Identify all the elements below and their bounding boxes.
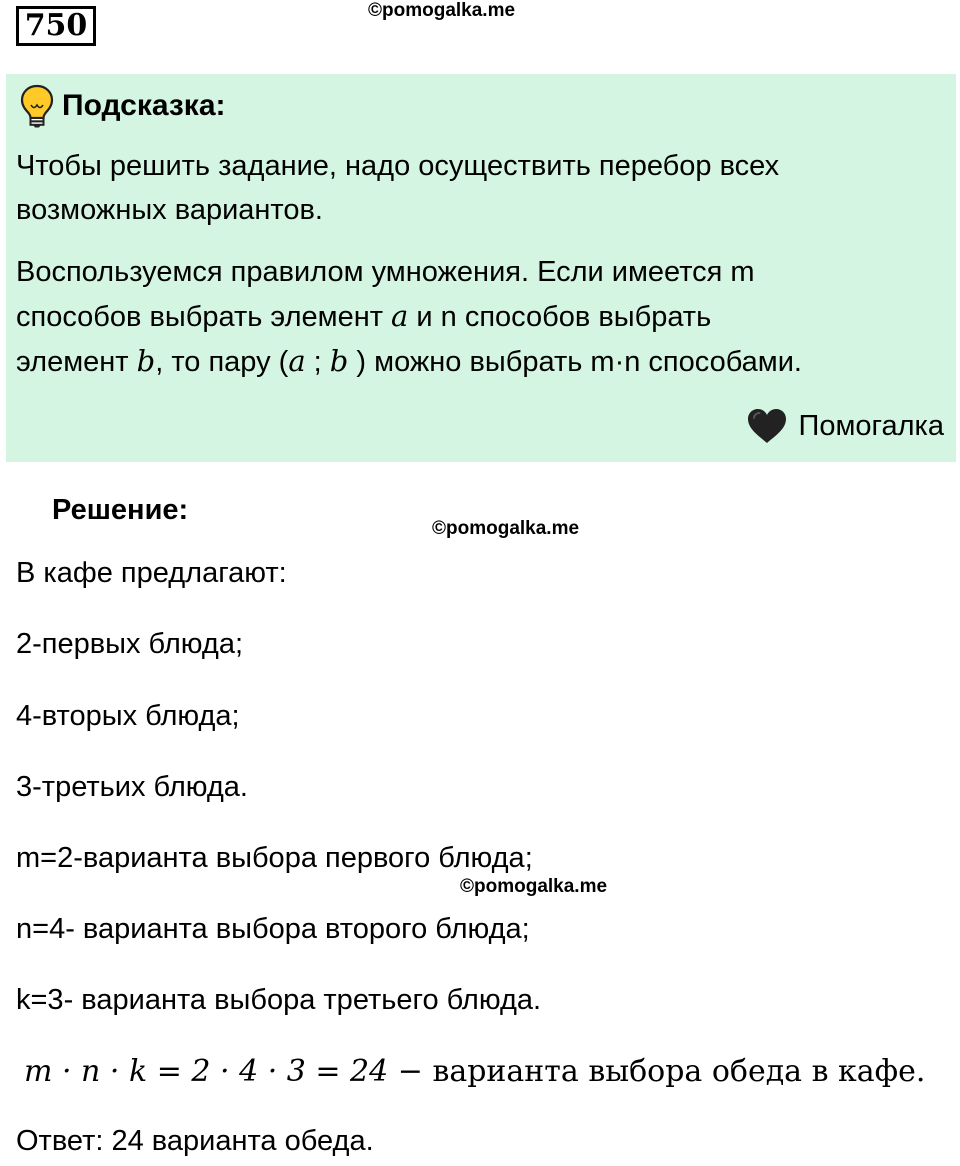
lightbulb-icon bbox=[20, 84, 54, 128]
hint-text-fragment: способов выбрать элемент bbox=[16, 301, 392, 333]
solution-line: k=3- варианта выбора третьего блюда. bbox=[16, 984, 542, 1016]
variable-b: b bbox=[136, 344, 156, 378]
solution-line: В кафе предлагают: bbox=[16, 557, 287, 589]
formula-expression: m · n · k = 2 · 4 · 3 = 24 bbox=[24, 1054, 389, 1089]
task-number: 750 bbox=[16, 6, 96, 46]
variable-a: a bbox=[391, 299, 409, 333]
pair-variable-a: a bbox=[288, 344, 306, 378]
hint-text-fragment: элемент bbox=[16, 346, 137, 378]
watermark-bottom: ©pomogalka.me bbox=[460, 876, 608, 897]
hint-text-line: Воспользуемся правилом умножения. Если имеется m bbox=[16, 256, 755, 288]
watermark-middle: ©pomogalka.me bbox=[432, 518, 580, 539]
hint-text-line: Чтобы решить задание, надо осуществить перебор всех bbox=[16, 150, 780, 182]
solution-line: n=4- варианта выбора второго блюда; bbox=[16, 913, 530, 945]
watermark-top: ©pomogalka.me bbox=[368, 0, 516, 21]
hint-paragraph-2 bbox=[16, 250, 802, 384]
heart-icon bbox=[745, 406, 789, 446]
hint-text-fragment: ) можно выбрать m·n способами. bbox=[348, 346, 802, 378]
hint-text-line: возможных вариантов. bbox=[16, 194, 323, 226]
solution-line: 4-вторых блюда; bbox=[16, 700, 240, 732]
hint-paragraph-1 bbox=[16, 144, 779, 232]
pair-separator: ; bbox=[305, 346, 330, 378]
hint-title: Подсказка: bbox=[62, 89, 226, 122]
hint-box bbox=[6, 74, 956, 462]
brand-signature bbox=[745, 404, 944, 448]
formula bbox=[24, 1050, 925, 1094]
solution-line: 3-третьих блюда. bbox=[16, 771, 248, 803]
hint-text-fragment: и n способов выбрать bbox=[408, 301, 712, 333]
pair-variable-b: b bbox=[329, 344, 349, 378]
answer: Ответ: 24 варианта обеда. bbox=[16, 1125, 374, 1157]
formula-description: − варианта выбора обеда в кафе. bbox=[388, 1054, 926, 1089]
solution-title: Решение: bbox=[52, 494, 189, 526]
hint-text-fragment: , то пару ( bbox=[155, 346, 289, 378]
hint-header bbox=[20, 84, 226, 128]
solution-line: m=2-варианта выбора первого блюда; bbox=[16, 842, 533, 874]
solution-line: 2-первых блюда; bbox=[16, 628, 244, 660]
brand-label: Помогалка bbox=[798, 410, 944, 442]
